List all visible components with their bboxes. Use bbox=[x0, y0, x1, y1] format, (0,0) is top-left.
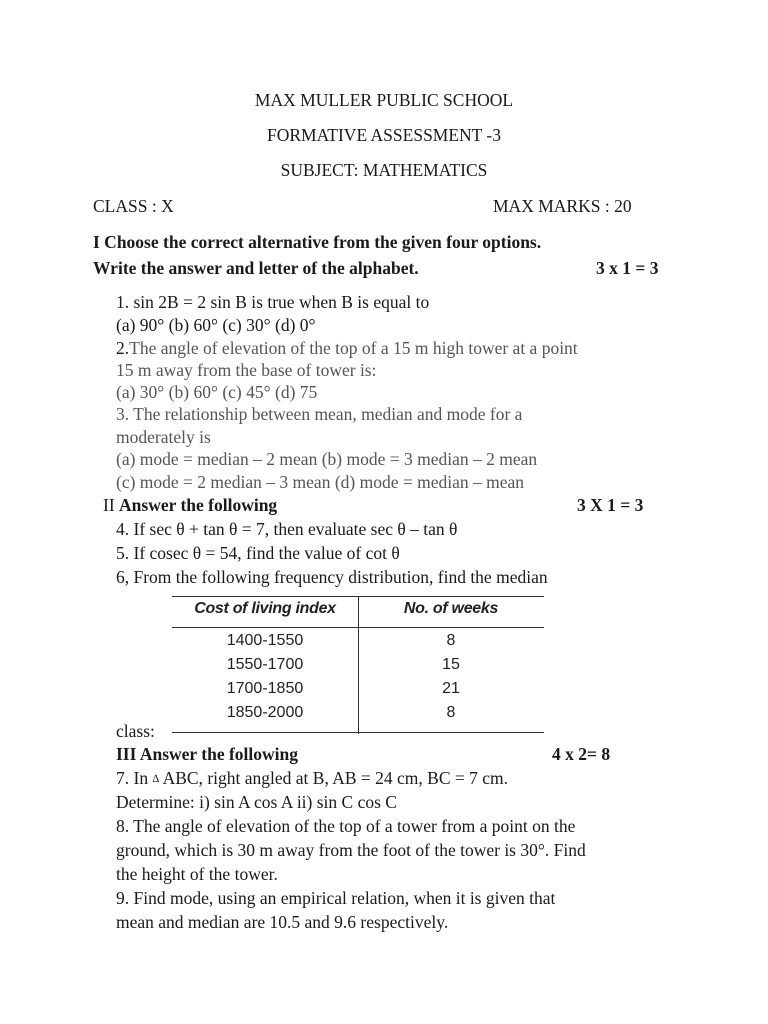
section2-heading bbox=[103, 495, 277, 516]
question-9: 9. Find mode, using an empirical relation, when it is given that bbox=[116, 888, 556, 908]
subject-line: SUBJECT: MATHEMATICS bbox=[280, 160, 488, 180]
question-7 bbox=[116, 768, 508, 789]
question-8-cont: ground, which is 30 m away from the foot of the tower is 30°. Find bbox=[116, 840, 586, 860]
question-5: 5. If cosec θ = 54, find the value of cot θ bbox=[116, 543, 400, 563]
section1-instruction: I Choose the correct alternative from the given four options. bbox=[93, 232, 542, 252]
section2-marks: 3 X 1 = 3 bbox=[577, 495, 644, 515]
question-1-options: (a) 90° (b) 60° (c) 30° (d) 0° bbox=[116, 315, 316, 335]
question-8: 8. The angle of elevation of the top of a tower from a point on the bbox=[116, 816, 576, 836]
table-cell: 21 bbox=[442, 680, 460, 697]
question-6-tail: class: bbox=[116, 721, 155, 741]
question-1: 1. sin 2B = 2 sin B is true when B is equal to bbox=[116, 292, 430, 312]
section2-title: Answer the following bbox=[119, 495, 278, 515]
triangle-symbol: ∆ bbox=[152, 773, 160, 785]
table-header-cost: Cost of living index bbox=[194, 600, 336, 617]
question-3: 3. The relationship between mean, median and mode for a bbox=[116, 404, 523, 424]
table-cell: 1850-2000 bbox=[226, 704, 304, 721]
school-name: MAX MULLER PUBLIC SCHOOL bbox=[254, 90, 514, 110]
question-6: 6, From the following frequency distribution, find the median bbox=[116, 567, 548, 587]
question-3-cont: moderately is bbox=[116, 427, 211, 447]
assessment-title: FORMATIVE ASSESSMENT -3 bbox=[266, 125, 502, 145]
question-7-text: ABC, right angled at B, AB = 24 cm, BC = 7 cm. bbox=[159, 768, 509, 788]
section3-title: III Answer the following bbox=[116, 744, 298, 764]
max-marks: MAX MARKS : 20 bbox=[493, 196, 632, 216]
table-cell: 8 bbox=[446, 632, 456, 649]
question-7-prefix: 7. In bbox=[116, 768, 153, 788]
question-2-text: The angle of elevation of the top of a 15 m high tower at a point bbox=[129, 338, 578, 358]
question-3-options-2: (c) mode = 2 median – 3 mean (d) mode = median – mean bbox=[116, 472, 525, 492]
section1-marks: 3 x 1 = 3 bbox=[596, 258, 659, 278]
table-cell: 1550-1700 bbox=[226, 656, 304, 673]
section3-marks: 4 x 2= 8 bbox=[552, 744, 611, 764]
table-header-weeks: No. of weeks bbox=[403, 600, 499, 617]
table-cell: 8 bbox=[446, 704, 456, 721]
section1-instruction-2: Write the answer and letter of the alphabet. bbox=[93, 258, 419, 278]
class-label: CLASS : X bbox=[93, 196, 174, 216]
question-8-cont-2: the height of the tower. bbox=[116, 864, 278, 884]
table-cell: 15 bbox=[442, 656, 460, 673]
question-7-determine: Determine: i) sin A cos A ii) sin C cos C bbox=[116, 792, 397, 812]
question-3-options-1: (a) mode = median – 2 mean (b) mode = 3 median – 2 mean bbox=[116, 449, 538, 469]
section2-roman: II bbox=[103, 495, 120, 515]
question-2-number: 2. bbox=[116, 338, 130, 358]
table-cell: 1400-1550 bbox=[226, 632, 304, 649]
question-2-options: (a) 30° (b) 60° (c) 45° (d) 75 bbox=[116, 382, 318, 402]
question-4: 4. If sec θ + tan θ = 7, then evaluate sec θ – tan θ bbox=[116, 519, 458, 539]
question-2-text-cont: 15 m away from the base of tower is: bbox=[116, 360, 377, 380]
frequency-table bbox=[172, 592, 544, 734]
question-2 bbox=[116, 338, 578, 359]
question-9-cont: mean and median are 10.5 and 9.6 respectively. bbox=[116, 912, 449, 932]
table-cell: 1700-1850 bbox=[226, 680, 304, 697]
